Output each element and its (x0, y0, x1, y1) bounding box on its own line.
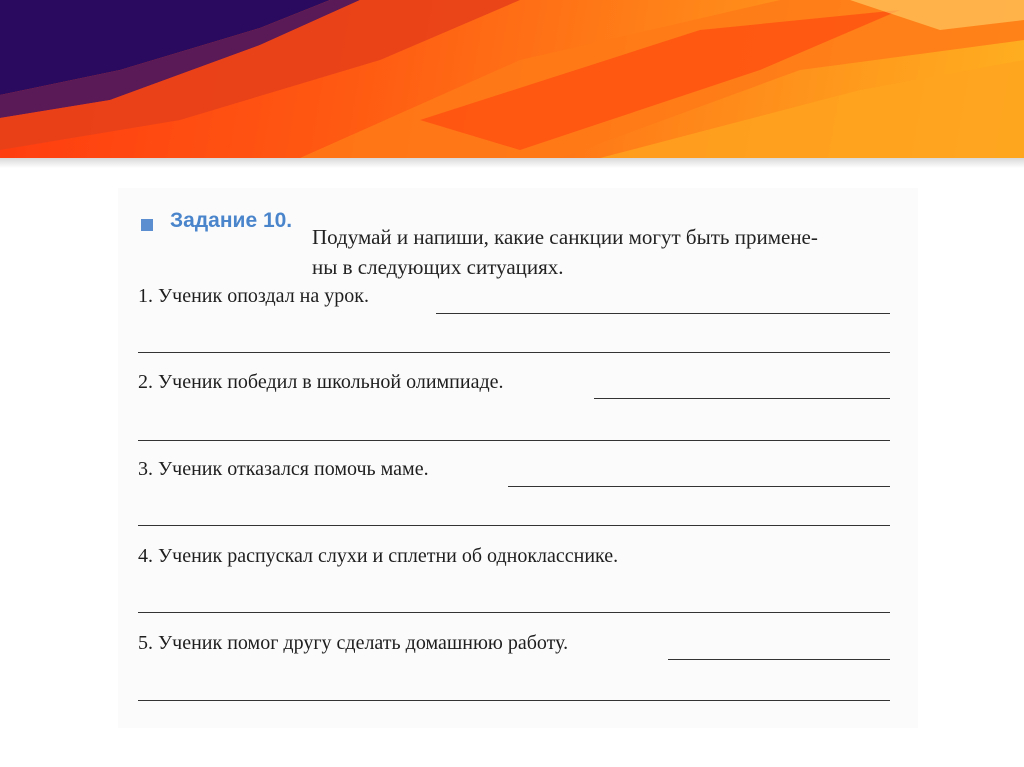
decorative-banner (0, 0, 1024, 158)
banner-shadow (0, 158, 1024, 168)
answer-line (668, 659, 890, 660)
answer-line (138, 525, 890, 526)
answer-line (138, 700, 890, 701)
item-1: 1. Ученик опоздал на урок. (138, 285, 369, 307)
item-5: 5. Ученик помог другу сделать домашнюю работу. (138, 632, 569, 654)
answer-line (508, 486, 890, 487)
banner-shapes (0, 0, 1024, 158)
item-4: 4. Ученик распускал слухи и сплетни об однокласснике. (138, 545, 619, 567)
bullet-square-icon (141, 219, 153, 231)
item-3: 3. Ученик отказался помочь маме. (138, 458, 429, 480)
answer-line (594, 398, 890, 399)
task-label: Задание 10. (170, 209, 293, 232)
task-prompt-line2: ны в следующих ситуациях. (312, 255, 564, 279)
answer-line (138, 352, 890, 353)
answer-line (436, 313, 890, 314)
answer-line (138, 440, 890, 441)
task-prompt-line1: Подумай и напиши, какие санкции могут быть примене- (312, 225, 818, 249)
item-2: 2. Ученик победил в школьной олимпиаде. (138, 371, 504, 393)
answer-line (138, 612, 890, 613)
